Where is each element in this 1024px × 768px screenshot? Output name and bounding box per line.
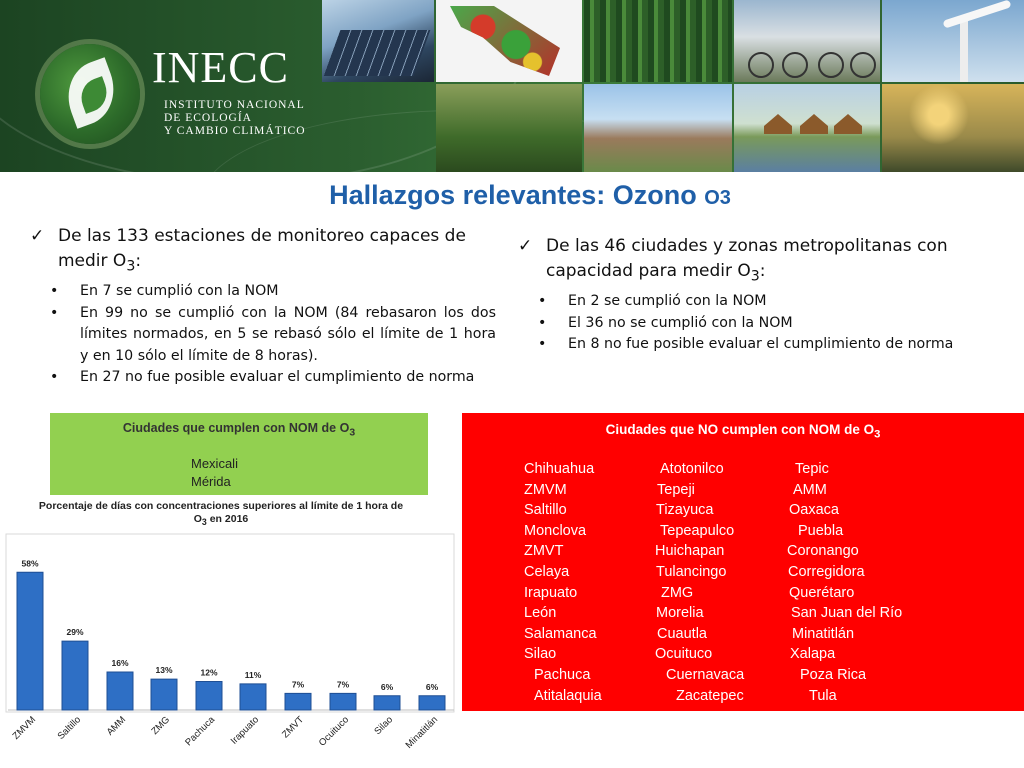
noncompliant-city: Cuautla: [657, 625, 707, 642]
chart-bar: [330, 693, 356, 710]
mexico-map-photo: [436, 0, 582, 82]
bullet-dot-icon: •: [538, 293, 547, 310]
noncompliant-city: Monclova: [524, 522, 587, 539]
compliant-city: Mérida: [191, 474, 231, 489]
chart-tick-label: ZMG: [149, 714, 173, 738]
noncompliant-city: Zacatepec: [676, 687, 744, 704]
chart-data-label: 12%: [200, 667, 218, 678]
brand-subtitle-line: DE ECOLOGÍA: [164, 112, 252, 124]
noncompliant-city: Morelia: [656, 605, 704, 622]
cities-heading-text: De las 46 ciudades y zonas metropolitanas con capacidad para medir O: [546, 236, 948, 281]
cities-findings: [518, 234, 994, 356]
noncompliant-city: Silao: [524, 646, 557, 663]
list-item: [518, 313, 994, 335]
compliant-cities-title: [50, 421, 428, 439]
list-item: [518, 334, 994, 356]
brand-subtitle: [164, 99, 354, 138]
noncompliant-city: Ocuituco: [655, 646, 713, 663]
checkmark-icon: ✓: [518, 236, 533, 256]
chart-data-label: 11%: [244, 669, 262, 680]
brand-subtitle-line: INSTITUTO NACIONAL: [164, 99, 305, 111]
noncompliant-title-text: Ciudades que NO cumplen con NOM de O: [605, 422, 875, 437]
chart-data-label: 16%: [111, 658, 129, 668]
noncompliant-city: ZMG: [661, 584, 694, 601]
heading-colon: :: [759, 261, 766, 281]
city-view-photo: [584, 84, 732, 172]
chart-tick-label: Minatitlán: [403, 714, 441, 751]
compliant-city: Mexicali: [191, 456, 238, 471]
jungle-photo: [436, 84, 582, 172]
chart-bar: [419, 696, 445, 710]
bicycle-wheel-icon: [850, 52, 876, 78]
solar-panels-photo: [322, 0, 434, 82]
noncompliant-city: Irapuato: [524, 584, 578, 601]
noncompliant-city: Tizayuca: [656, 502, 714, 519]
turbine-blade-shape: [942, 0, 1011, 29]
chart-tick-label: Pachuca: [183, 714, 218, 749]
noncompliant-city: Minatitlán: [792, 625, 855, 642]
page-title-o3: O3: [704, 187, 731, 209]
chart-data-label: 58%: [21, 558, 39, 569]
balloons-sunset-photo: [882, 84, 1024, 172]
page-title-text: Hallazgos relevantes: Ozono: [329, 180, 705, 210]
chart-tick-label: Silao: [372, 714, 396, 738]
noncompliant-cities-box: [462, 413, 1024, 711]
noncompliant-city: Saltillo: [524, 502, 567, 519]
exceedance-bar-chart: [0, 530, 460, 768]
bullet-text: En 7 se cumplió con la NOM: [80, 283, 279, 300]
brand-subtitle-line: Y CAMBIO CLIMÁTICO: [164, 125, 306, 137]
page-title: [0, 180, 1024, 211]
subscript-3: 3: [874, 428, 881, 441]
noncompliant-city: Huichapan: [655, 543, 725, 560]
noncompliant-cities-title: [462, 422, 1024, 441]
bullet-text: En 2 se cumplió con la NOM: [568, 293, 767, 310]
bullet-dot-icon: •: [538, 314, 547, 331]
list-item: [30, 367, 496, 389]
solar-panel-shape: [324, 30, 431, 76]
noncompliant-city: ZMVM: [524, 481, 567, 498]
chart-tick-label: ZMVT: [280, 714, 307, 741]
noncompliant-city: Pachuca: [534, 667, 591, 683]
stations-findings: [30, 224, 496, 389]
stations-heading-text: De las 133 estaciones de monitoreo capaces de medir O: [58, 226, 466, 271]
list-item: [518, 291, 994, 313]
chart-tick-label: ZMVM: [10, 714, 39, 742]
chart-bar: [285, 693, 311, 710]
chart-data-label: 7%: [336, 679, 350, 690]
noncompliant-city: Tepic: [795, 461, 829, 477]
cyclists-photo: [734, 0, 880, 82]
bicycle-wheel-icon: [818, 52, 844, 78]
chart-data-label: 6%: [425, 681, 439, 692]
inecc-logo-icon: [40, 44, 140, 144]
noncompliant-city: Chihuahua: [524, 461, 595, 477]
bullet-dot-icon: •: [50, 283, 59, 300]
noncompliant-city: Poza Rica: [800, 667, 867, 683]
noncompliant-city: Puebla: [798, 522, 844, 539]
noncompliant-city: Salamanca: [524, 625, 597, 642]
compliant-title-text: Ciudades que cumplen con NOM de O: [122, 421, 350, 435]
chart-data-label: 6%: [380, 681, 394, 692]
noncompliant-city: Coronango: [787, 543, 859, 560]
bullet-dot-icon: •: [50, 304, 59, 321]
stations-heading: [30, 224, 496, 279]
chart-bar: [17, 572, 43, 710]
noncompliant-city: AMM: [793, 481, 827, 498]
chart-bar: [62, 641, 88, 710]
chart-tick-label: Ocuituco: [316, 714, 352, 749]
noncompliant-city: León: [524, 605, 557, 622]
hut-shape: [764, 114, 792, 134]
header-banner: [0, 0, 1024, 172]
noncompliant-city: Tepeji: [657, 481, 695, 498]
chart-title-line1: Porcentaje de días con concentraciones superiores al límite de 1 hora de: [38, 500, 404, 512]
subscript-3: 3: [750, 268, 760, 285]
turbine-tower-shape: [960, 20, 968, 82]
subscript-3: 3: [201, 517, 207, 528]
noncompliant-city: Atitalaquia: [534, 687, 602, 704]
cities-bullet-list: [518, 291, 994, 356]
noncompliant-city: Atotonilco: [660, 461, 724, 477]
chart-title-year: en 2016: [206, 513, 249, 525]
heading-colon: :: [135, 251, 142, 271]
mexico-map-shape: [450, 6, 560, 76]
bullet-text: En 27 no fue posible evaluar el cumplimiento de norma: [80, 369, 475, 386]
lagoon-huts-photo: [734, 84, 880, 172]
chart-bar: [196, 682, 222, 711]
chart-title: [25, 500, 417, 529]
noncompliant-city: San Juan del Río: [791, 605, 903, 622]
chart-tick-label: Irapuato: [228, 714, 262, 747]
subscript-3: 3: [126, 258, 136, 275]
chart-tick-label: Saltillo: [55, 714, 84, 742]
bicycle-wheel-icon: [748, 52, 774, 78]
bullet-dot-icon: •: [50, 369, 59, 386]
wind-turbine-photo: [882, 0, 1024, 82]
noncompliant-city: Cuernavaca: [666, 667, 745, 683]
chart-data-label: 7%: [291, 679, 305, 690]
forest-photo: [584, 0, 732, 82]
bullet-text: El 36 no se cumplió con la NOM: [568, 314, 793, 331]
chart-data-label: 13%: [155, 665, 173, 676]
list-item: [30, 303, 496, 368]
subscript-3: 3: [349, 427, 356, 439]
chart-bar: [107, 672, 133, 710]
chart-title-line2: [25, 513, 417, 529]
chart-data-label: 29%: [66, 627, 84, 638]
chart-bar: [240, 684, 266, 710]
stations-bullet-list: [30, 281, 496, 389]
chart-bar: [151, 679, 177, 710]
noncompliant-city: Oaxaca: [789, 502, 839, 519]
chart-tick-label: AMM: [104, 714, 129, 738]
compliant-cities-box: [50, 413, 428, 495]
checkmark-icon: ✓: [30, 226, 45, 246]
noncompliant-city: Xalapa: [790, 646, 836, 663]
noncompliant-city: Tula: [809, 687, 837, 704]
hut-shape: [834, 114, 862, 134]
chart-bar: [374, 696, 400, 710]
noncompliant-city: Tulancingo: [656, 564, 727, 580]
noncompliant-city: Corregidora: [788, 564, 865, 580]
chart-title-o: O: [193, 513, 202, 525]
bullet-dot-icon: •: [538, 336, 547, 353]
cities-heading: [518, 234, 994, 289]
list-item: [30, 281, 496, 303]
noncompliant-city: ZMVT: [524, 543, 564, 560]
noncompliant-city: Celaya: [524, 564, 570, 580]
noncompliant-city: Querétaro: [789, 584, 855, 601]
bullet-text: En 99 no se cumplió con la NOM (84 rebasaron los dos límites normados, en 5 se rebasó sólo el límite de 1 hora y en 10 sólo el límite de 8 horas).: [80, 304, 496, 364]
hut-shape: [800, 114, 828, 134]
brand-name: INECC: [152, 43, 289, 92]
noncompliant-city: Tepeapulco: [660, 522, 735, 539]
bicycle-wheel-icon: [782, 52, 808, 78]
bullet-text: En 8 no fue posible evaluar el cumplimiento de norma: [568, 336, 954, 353]
